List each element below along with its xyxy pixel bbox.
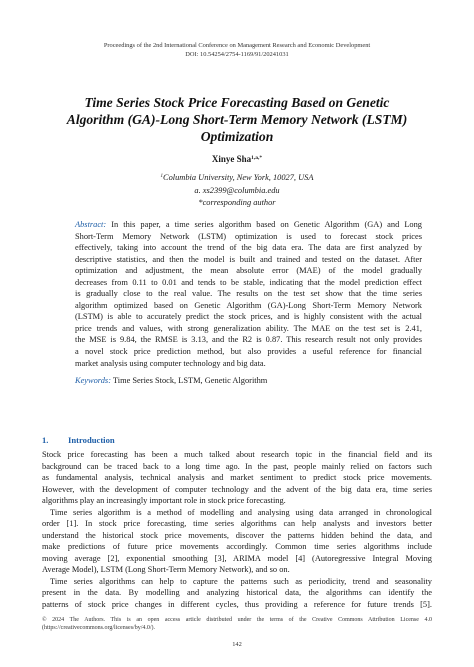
abstract-line: Short-Term Memory Network (LSTM) optimization is used to forecast stock prices (75, 231, 422, 241)
abstract-line: optimization and adjustment, the mean absolute error (MAE) of the model gradually (75, 266, 422, 276)
abstract (75, 219, 422, 369)
body-line: understand the historical stock price movements, discover the patterns hidden behind the data, and (42, 530, 432, 540)
abstract-line: Abstract: In this paper, a time series algorithm based on Genetic Algorithm (GA) and Long (75, 220, 422, 229)
keywords-text: Time Series Stock, LSTM, Genetic Algorithm (110, 376, 268, 385)
body-line: Average Model), LSTM (Long Short-Term Memory Network), and so on. (42, 565, 290, 574)
body-line: as fundamental analysis, technical analysis and market sentiment to predict stock price movements. (42, 473, 432, 482)
abstract-line: descriptive statistics, and then the model is built and trained and tested on the dataset. After (75, 254, 422, 264)
body-line: Time series algorithms can help to capture the patterns such as periodicity, trend and seasonality (50, 576, 432, 586)
author (0, 154, 474, 164)
license-url-line: (https://creativecommons.org/licenses/by/4.0/). (42, 625, 156, 631)
abstract-line: a novel stock price prediction method, but also provides a useful reference for financial (75, 347, 422, 357)
section-heading (42, 435, 115, 445)
abstract-line: decreases from 0.11 to 0.01 and tends to be stable, indicating that the model prediction effect (75, 277, 422, 287)
license-line: © 2024 The Authors. This is an open access article distributed under the terms of the Creative Commons Attribution License 4.0 (42, 617, 432, 623)
title-line: Time Series Stock Price Forecasting Based on Genetic (84, 95, 390, 110)
abstract-line: price trends and values, with strong generalization ability. The MAE on the test set is 2.41, (75, 323, 422, 333)
title-line: Algorithm (GA)-Long Short-Term Memory Network (LSTM) (66, 111, 408, 127)
author-marks: 1,a,* (251, 155, 263, 161)
corresponding-note: *corresponding author (198, 198, 276, 207)
section-title: Introduction (68, 435, 115, 445)
institution: Columbia University, New York, 10027, USA (163, 173, 314, 182)
body-line: order [1]. In stock price forecasting, time series algorithms can help analysts and investors better (42, 519, 432, 528)
body-line: present in the data. By modelling and analyzing historical data, the algorithms can identify the (42, 588, 432, 597)
body-line: patterns of stock price changes in different cycles, thus providing a reference for future trends [5]. (42, 599, 432, 609)
title-line: Optimization (200, 128, 274, 144)
abstract-line: (LSTM) is able to accurately predict the stock prices, and is highly consistent with the actual (75, 312, 422, 322)
paper-title (40, 95, 434, 145)
body-line: moving average [2], exponential smoothing [3], ARIMA model [4] (Autoregressive Integral Moving (42, 553, 432, 563)
body-text (42, 449, 432, 610)
author-email: a. xs2399@columbia.edu (194, 185, 280, 195)
conference-name: Proceedings of the 2nd International Conference on Management Research and Economic Development (103, 42, 371, 49)
keywords (75, 376, 267, 385)
body-line: Time series algorithm is a method of modelling and analysing using data arranged in chronological (50, 507, 432, 517)
body-line: However, with the development of computer technology and the advent of the big data era, time series (42, 484, 432, 494)
keywords-label: Keywords: (75, 376, 111, 385)
affiliation (0, 171, 474, 210)
abstract-label: Abstract: (75, 220, 107, 229)
page-number: 142 (232, 641, 242, 648)
affiliation-mark: 1 (160, 174, 164, 179)
body-line: make predictions of future price movements accordingly. Common time series algorithms include (42, 542, 432, 551)
author-name: Xinye Sha (211, 154, 252, 164)
abstract-line: effectively, taking into account the trend of the big data era. The data are first analyzed by (75, 243, 422, 253)
body-line: background can be traced back to a long time ago. In the past, people mainly relied on factors such (42, 461, 432, 471)
abstract-line: algorithm optimized based on Genetic Algorithm (GA)-Long Short-Term Memory Network (75, 300, 422, 310)
running-head (0, 42, 474, 59)
doi: DOI: 10.54254/2754-1169/91/20241031 (185, 50, 289, 58)
abstract-line: market analysis using computer technology and big data. (75, 358, 266, 368)
license-footnote (42, 616, 432, 632)
abstract-line: is gradually close to the real value. The results on the test set show that the time series (75, 289, 422, 299)
body-line: algorithms play an increasingly important role in stock price forecasting. (42, 496, 286, 505)
section-number: 1. (42, 435, 49, 445)
body-line: Stock price forecasting has been a much talked about research topic in the financial field and its (42, 450, 432, 459)
abstract-line: the MSE is 9.84, the RMSE is 3.13, and the R2 is 0.87. This research result not only provides (75, 335, 422, 345)
